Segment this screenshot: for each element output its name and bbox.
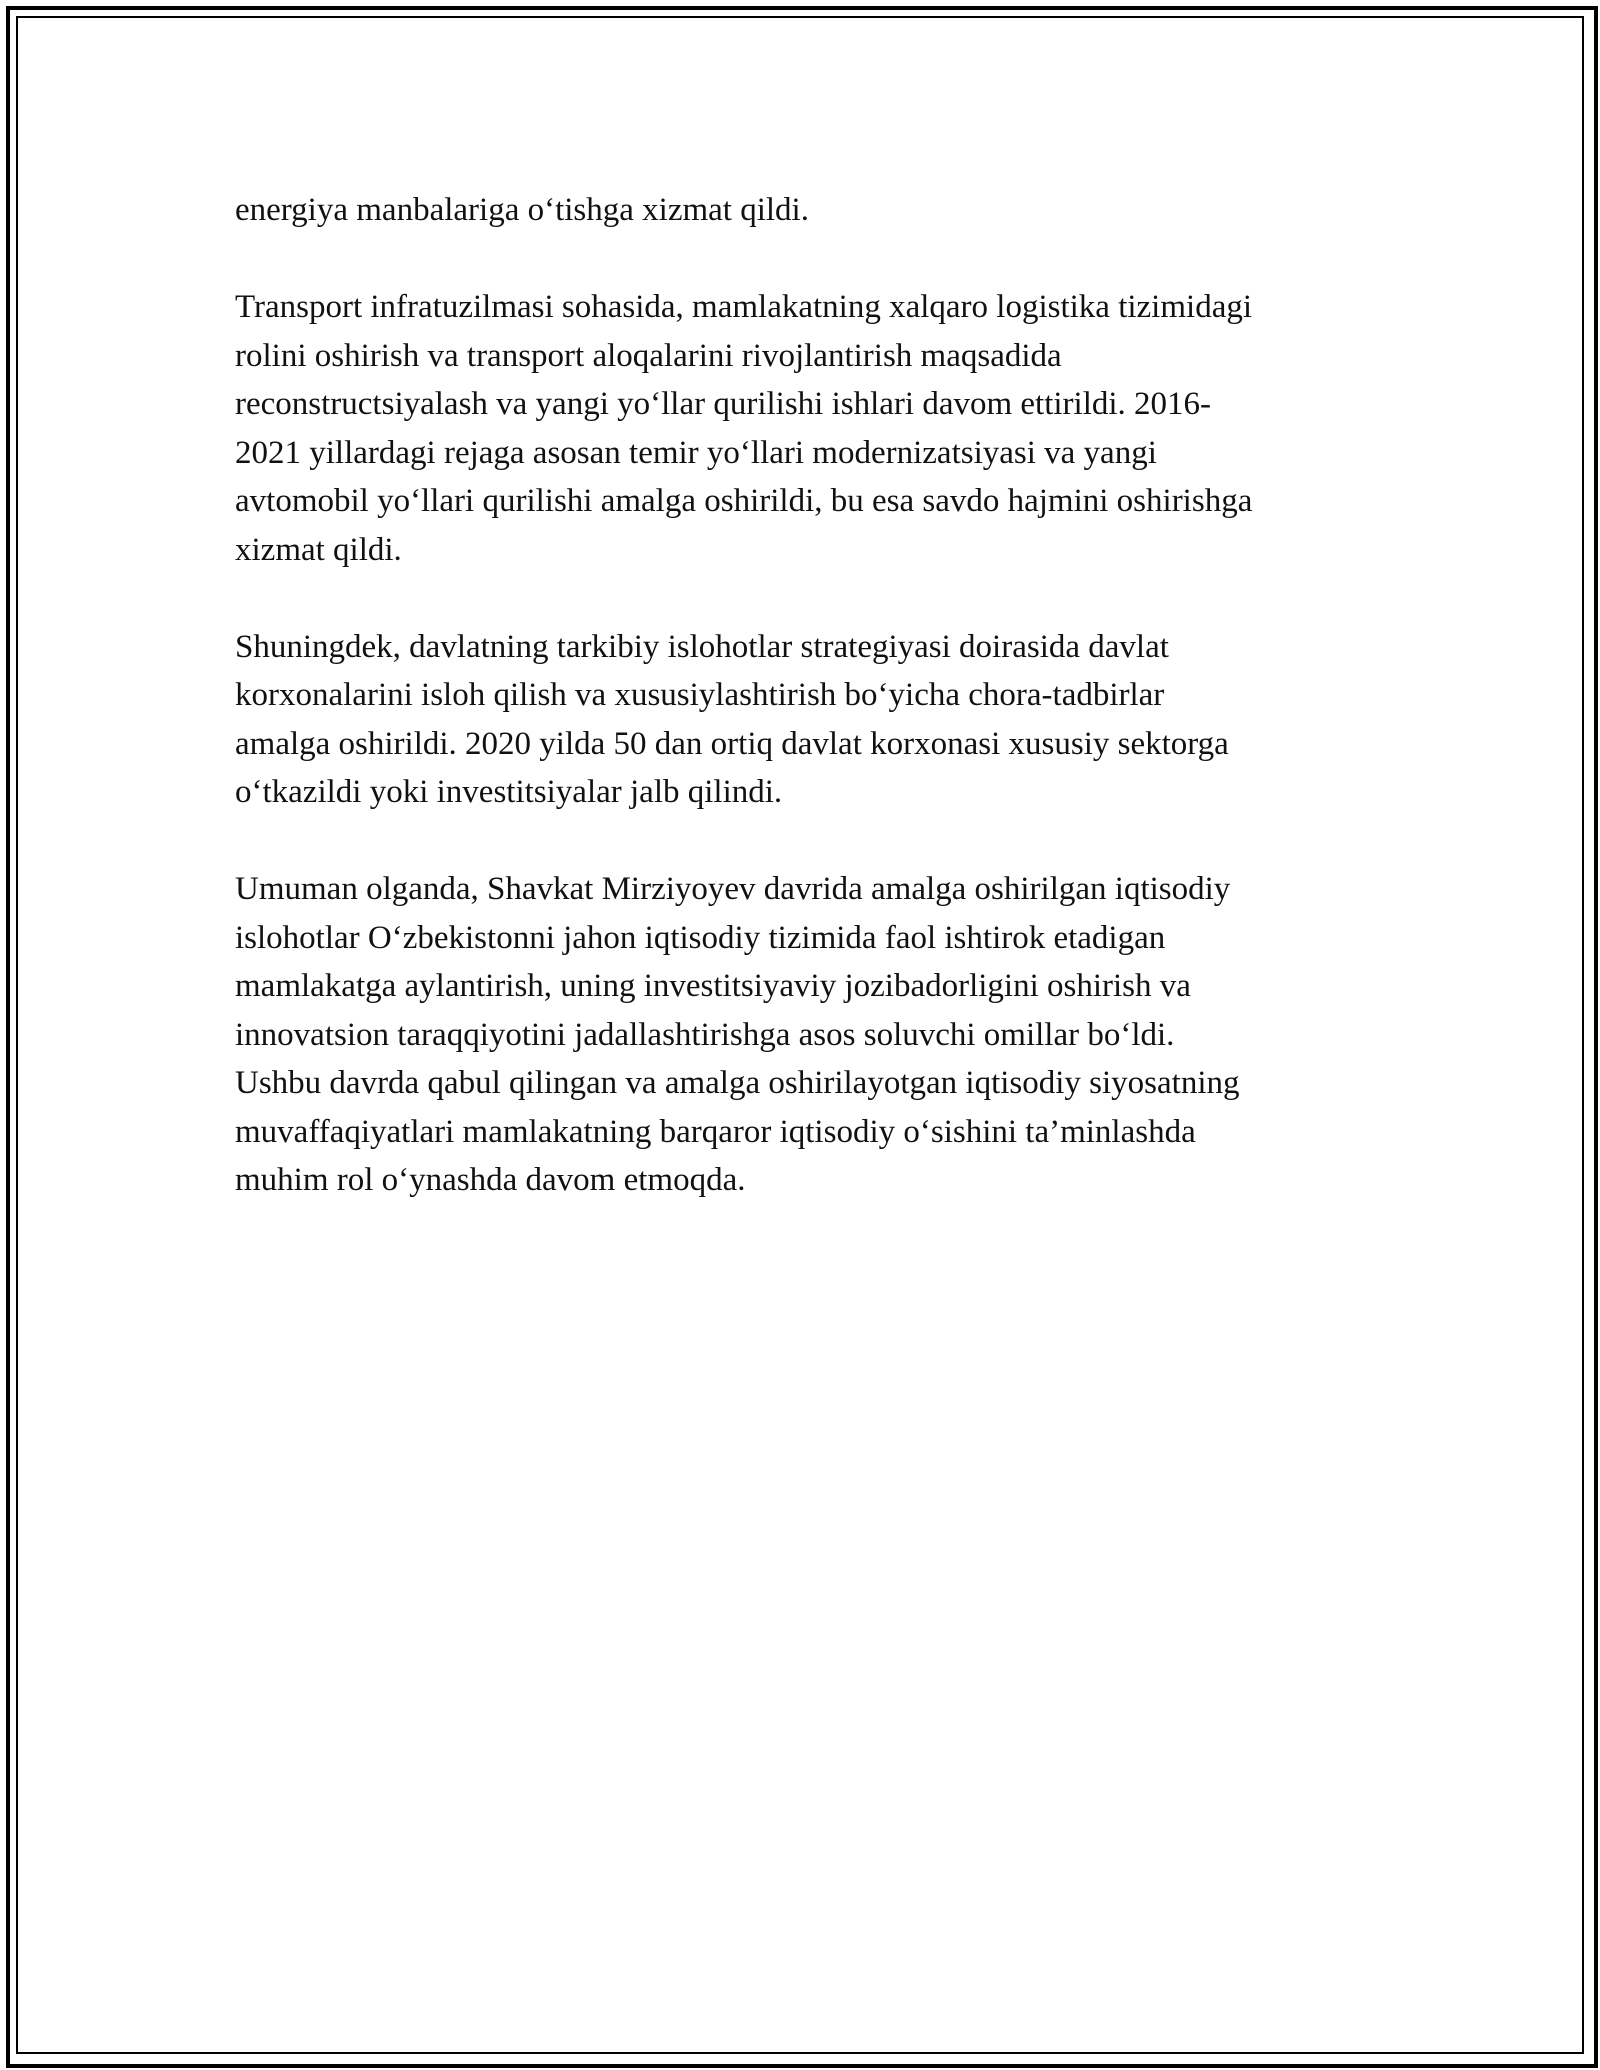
paragraph-line: 2021 yillardagi rejaga asosan temir yo‘llari modernizatsiyasi va yangi <box>235 434 1157 471</box>
paragraph-line: avtomobil yo‘llari qurilishi amalga oshirildi, bu esa savdo hajmini oshirishga <box>235 483 1253 519</box>
document-body <box>235 186 1395 1253</box>
paragraph-line: xizmat qildi. <box>235 531 402 568</box>
paragraph-line: islohotlar O‘zbekistonni jahon iqtisodiy tizimida faol ishtirok etadigan <box>235 919 1166 956</box>
paragraph-2 <box>235 283 1395 574</box>
paragraph-line: Shuningdek, davlatning tarkibiy islohotlar strategiyasi doirasida davlat <box>235 628 1169 665</box>
paragraph-line: rolini oshirish va transport aloqalarini rivojlantirish maqsadida <box>235 337 1062 374</box>
paragraph-line: Umuman olganda, Shavkat Mirziyoyev davrida amalga oshirilgan iqtisodiy <box>235 871 1231 907</box>
paragraph-line: amalga oshirildi. 2020 yilda 50 dan ortiq davlat korxonasi xususiy sektorga <box>235 725 1229 762</box>
paragraph-line: muhim rol o‘ynashda davom etmoqda. <box>235 1162 746 1198</box>
paragraph-3 <box>235 623 1395 817</box>
paragraph-4 <box>235 865 1395 1205</box>
paragraph-line: o‘tkazildi yoki investitsiyalar jalb qilindi. <box>235 774 783 810</box>
paragraph-line: Ushbu davrda qabul qilingan va amalga oshirilayotgan iqtisodiy siyosatning <box>235 1065 1240 1101</box>
paragraph-line: muvaffaqiyatlari mamlakatning barqaror iqtisodiy o‘sishini ta’minlashda <box>235 1113 1196 1150</box>
paragraph-line: korxonalarini isloh qilish va xususiylashtirish bo‘yicha chora-tadbirlar <box>235 677 1165 713</box>
paragraph-1 <box>235 186 1395 235</box>
paragraph-line: energiya manbalariga o‘tishga xizmat qildi. <box>235 192 809 228</box>
paragraph-line: innovatsion taraqqiyotini jadallashtirishga asos soluvchi omillar bo‘ldi. <box>235 1016 1175 1053</box>
paragraph-line: mamlakatga aylantirish, uning investitsiyaviy jozibadorligini oshirish va <box>235 968 1191 1004</box>
paragraph-line: Transport infratuzilmasi sohasida, mamlakatning xalqaro logistika tizimidagi <box>235 289 1253 325</box>
paragraph-line: reconstructsiyalash va yangi yo‘llar qurilishi ishlari davom ettirildi. 2016- <box>235 386 1212 422</box>
